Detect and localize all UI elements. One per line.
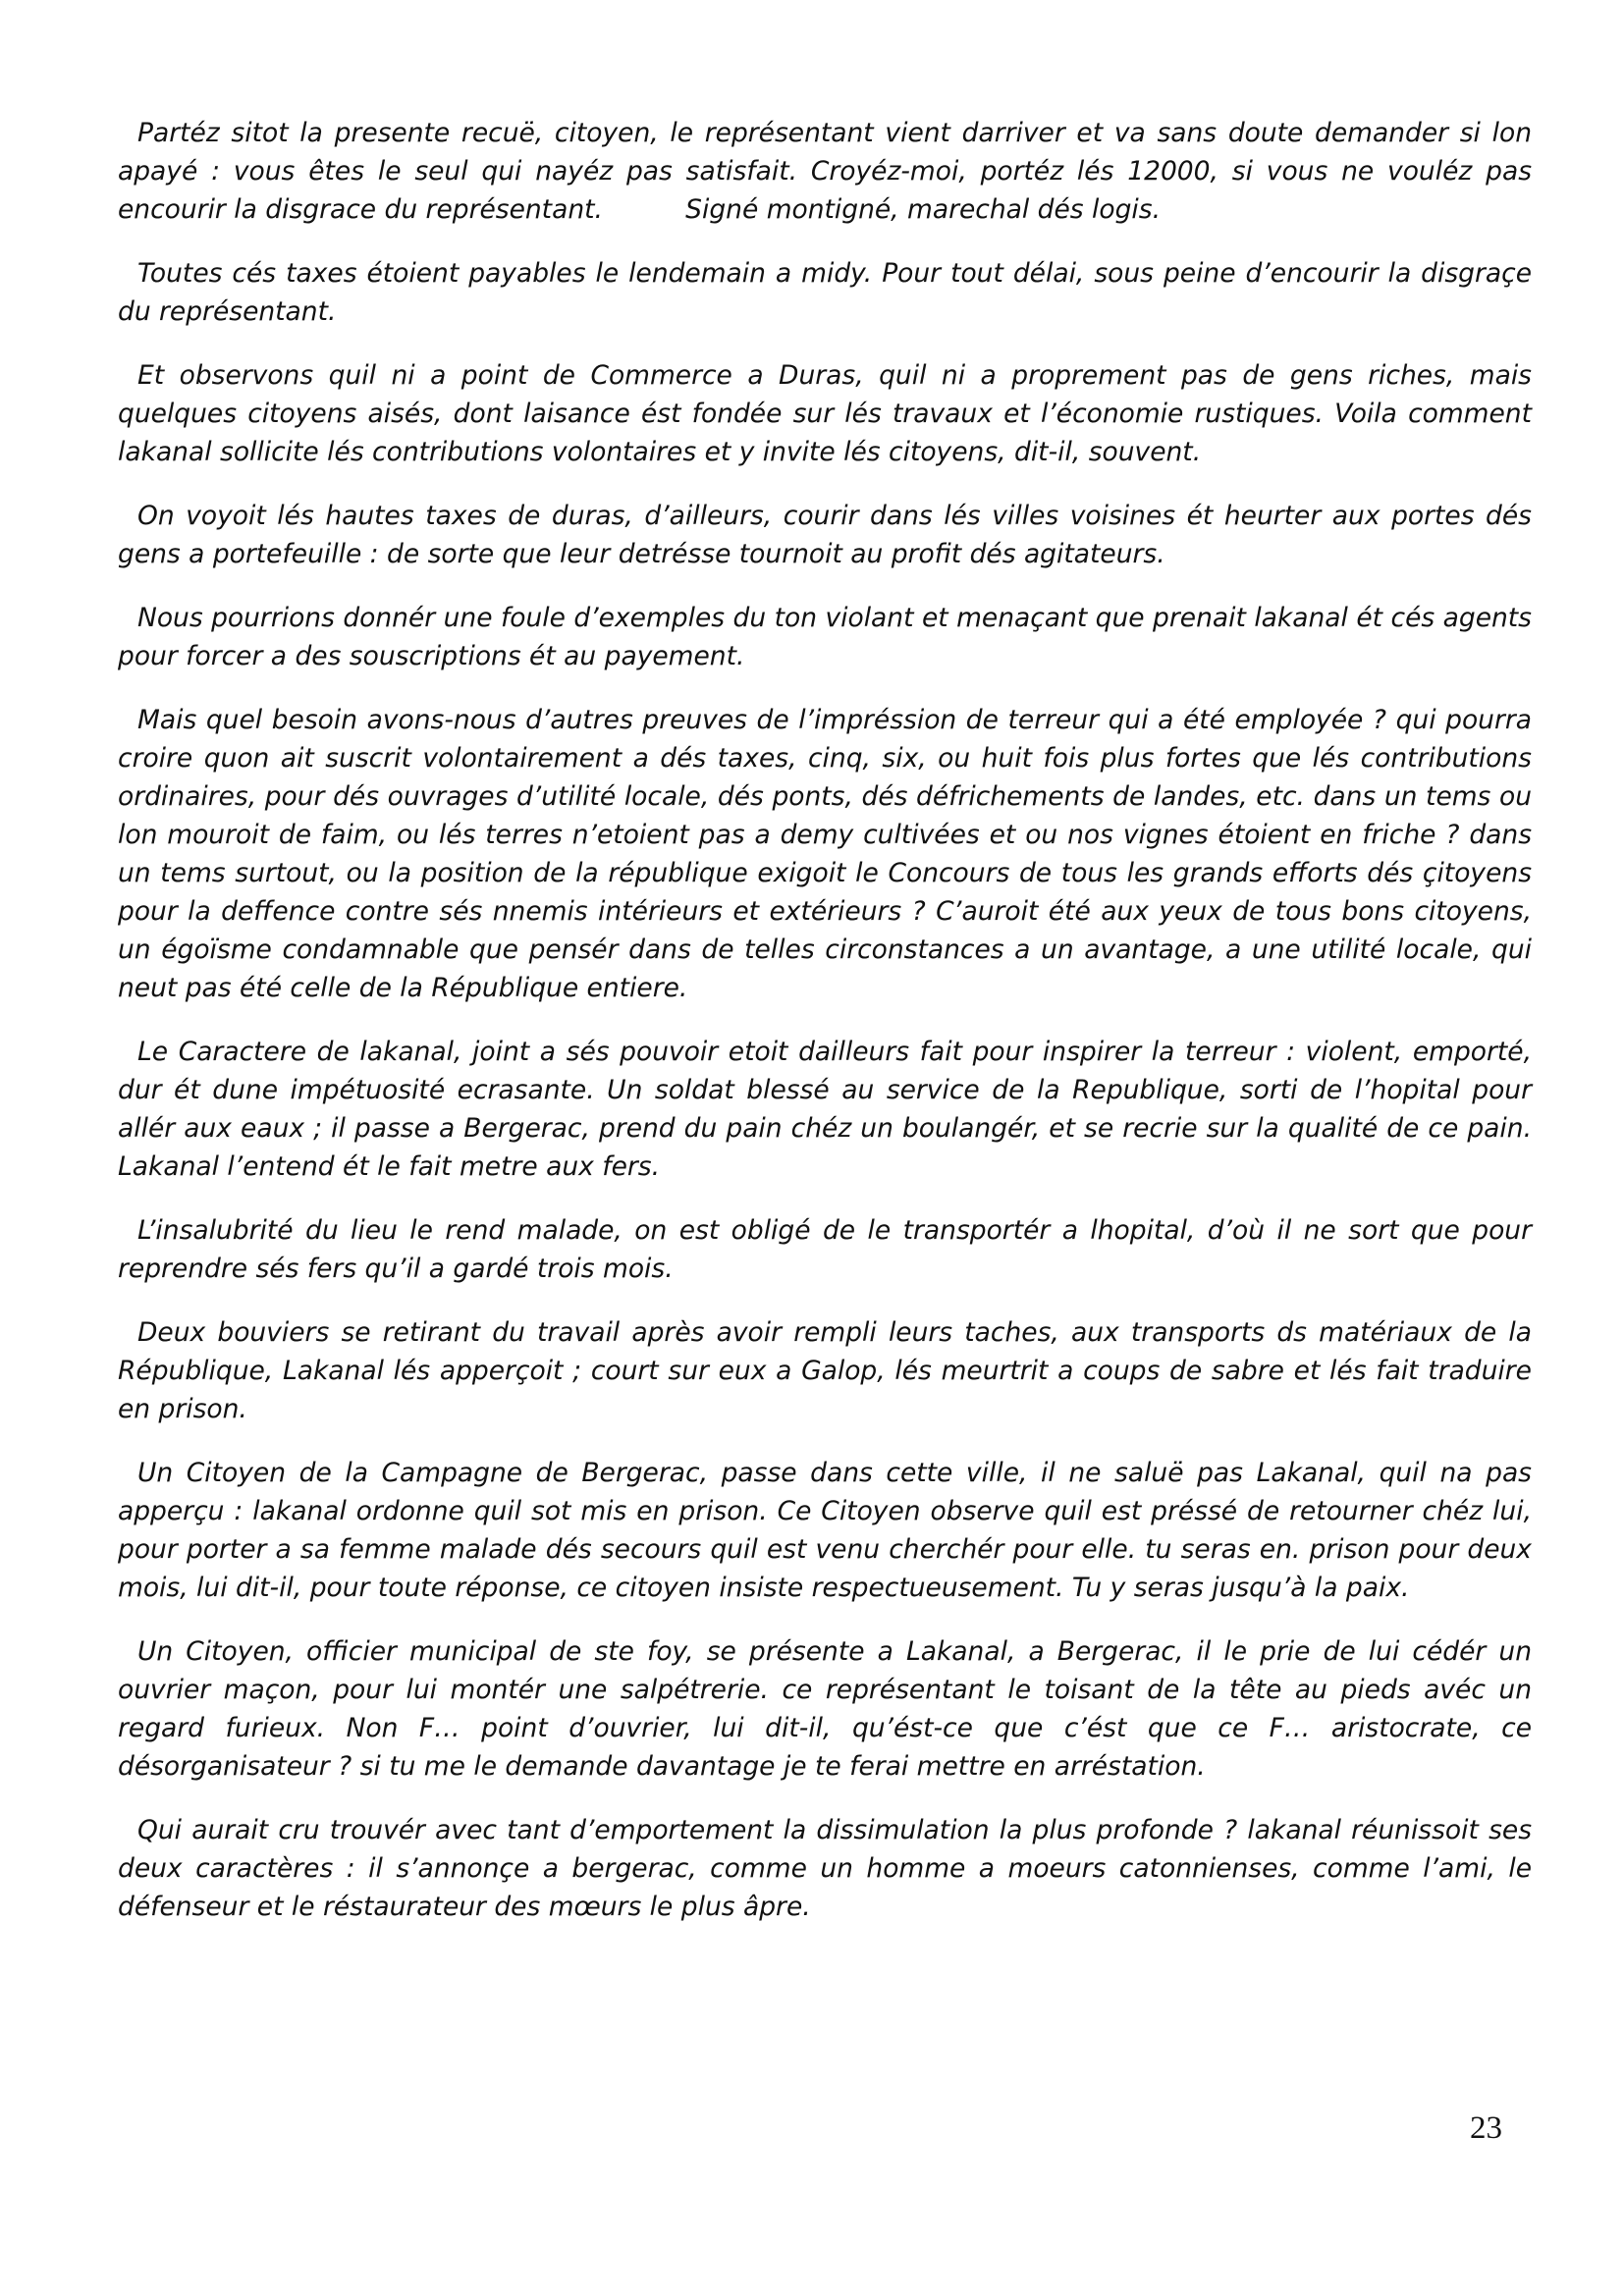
- paragraph-4: On voyoit lés hautes taxes de duras, d’ailleurs, courir dans lés villes voisines ét heurter aux portes dés gens a portefeuille : de sorte que leur detrésse tournoit au profit dés agitateurs.: [118, 501, 1532, 569]
- paragraph-8: L’insalubrité du lieu le rend malade, on est obligé de le transportér a lhopital, d’où il ne sort que pour reprendre sés fers qu’il a gardé trois mois.: [118, 1215, 1532, 1284]
- paragraph-11: Un Citoyen, officier municipal de ste foy, se présente a Lakanal, a Bergerac, il le prie de lui cédér un ouvrier maçon, pour lui montér une salpétrerie. ce représentant le toisant de la tête au pieds avéc un regard furieux. Non F… point d’ouvrier, lui dit-il, qu’ést-ce que c’ést que ce F… aristocrate, ce désorganisateur ? si tu me le demande davantage je te ferai mettre en arréstation.: [118, 1636, 1532, 1782]
- body-text: [118, 114, 1541, 1951]
- paragraph-5: Nous pourrions donnér une foule d’exemples du ton violant et menaçant que prenait lakanal ét cés agents pour forcer a des souscriptions ét au payement.: [118, 603, 1532, 671]
- paragraph-1: Partéz sitot la presente recuë, citoyen, le représentant vient darriver et va sans doute demander si lon apayé : vous êtes le seul qui nayéz pas satisfait. Croyéz-moi, portéz lés 12000, si vous ne vouléz pas encourir la disgrace du représentant. Signé montigné, marechal dés logis.: [118, 118, 1541, 225]
- paragraph-7: Le Caractere de lakanal, joint a sés pouvoir etoit dailleurs fait pour inspirer la terreur : violent, emporté, dur ét dune impétuosité ecrasante. Un soldat blessé au service de la Republique, sorti de l’hopital pour allér aux eaux ; il passe a Bergerac, prend du pain chéz un boulangér, et se recrie sur la qualité de ce pain. Lakanal l’entend ét le fait metre aux fers.: [118, 1037, 1532, 1182]
- paragraph-9: Deux bouviers se retirant du travail après avoir rempli leurs taches, aux transports ds matériaux de la République, Lakanal lés apperçoit ; court sur eux a Galop, lés meurtrit a coups de sabre et lés fait traduire en prison.: [118, 1317, 1532, 1424]
- page-number: 23: [1470, 2110, 1502, 2146]
- paragraph-2: Toutes cés taxes étoient payables le lendemain a midy. Pour tout délai, sous peine d’encourir la disgraçe du représentant.: [118, 258, 1532, 327]
- paragraph-12: Qui aurait cru trouvér avec tant d’emportement la dissimulation la plus profonde ? lakanal réunissoit ses deux caractères : il s’annonçe a bergerac, comme un homme a moeurs catonnienses, comme l’ami, le défenseur et le réstaurateur des mœurs le plus âpre.: [118, 1815, 1532, 1922]
- paragraph-3: Et observons quil ni a point de Commerce a Duras, quil ni a proprement pas de gens riches, mais quelques citoyens aisés, dont laisance ést fondée sur lés travaux et l’économie rustiques. Voila comment lakanal sollicite lés contributions volontaires et y invite lés citoyens, dit-il, souvent.: [118, 360, 1532, 467]
- paragraph-10: Un Citoyen de la Campagne de Bergerac, passe dans cette ville, il ne saluë pas Lakanal, quil na pas apperçu : lakanal ordonne quil sot mis en prison. Ce Citoyen observe quil est préssé de retourner chéz lui, pour porter a sa femme malade dés secours quil est venu cherchér pour elle. tu seras en. prison pour deux mois, lui dit-il, pour toute réponse, ce citoyen insiste respectueusement. Tu y seras jusqu’à la paix.: [118, 1458, 1532, 1603]
- paragraph-6: Mais quel besoin avons-nous d’autres preuves de l’impréssion de terreur qui a été employée ? qui pourra croire quon ait suscrit volontairement a dés taxes, cinq, six, ou huit fois plus fortes que lés contributions ordinaires, pour dés ouvrages d’utilité locale, dés ponts, dés défrichements de landes, etc. dans un tems ou lon mouroit de faim, ou lés terres n’etoient pas a demy cultivées et ou nos vignes étoient en friche ? dans un tems surtout, ou la position de la république exigoit le Concours de tous les grands efforts dés çitoyens pour la deffence contre sés nnemis intérieurs et extérieurs ? C’auroit été aux yeux de tous bons citoyens, un égoïsme condamnable que pensér dans de telles circonstances a un avantage, a une utilité locale, qui neut pas été celle de la République entiere.: [118, 705, 1532, 1003]
